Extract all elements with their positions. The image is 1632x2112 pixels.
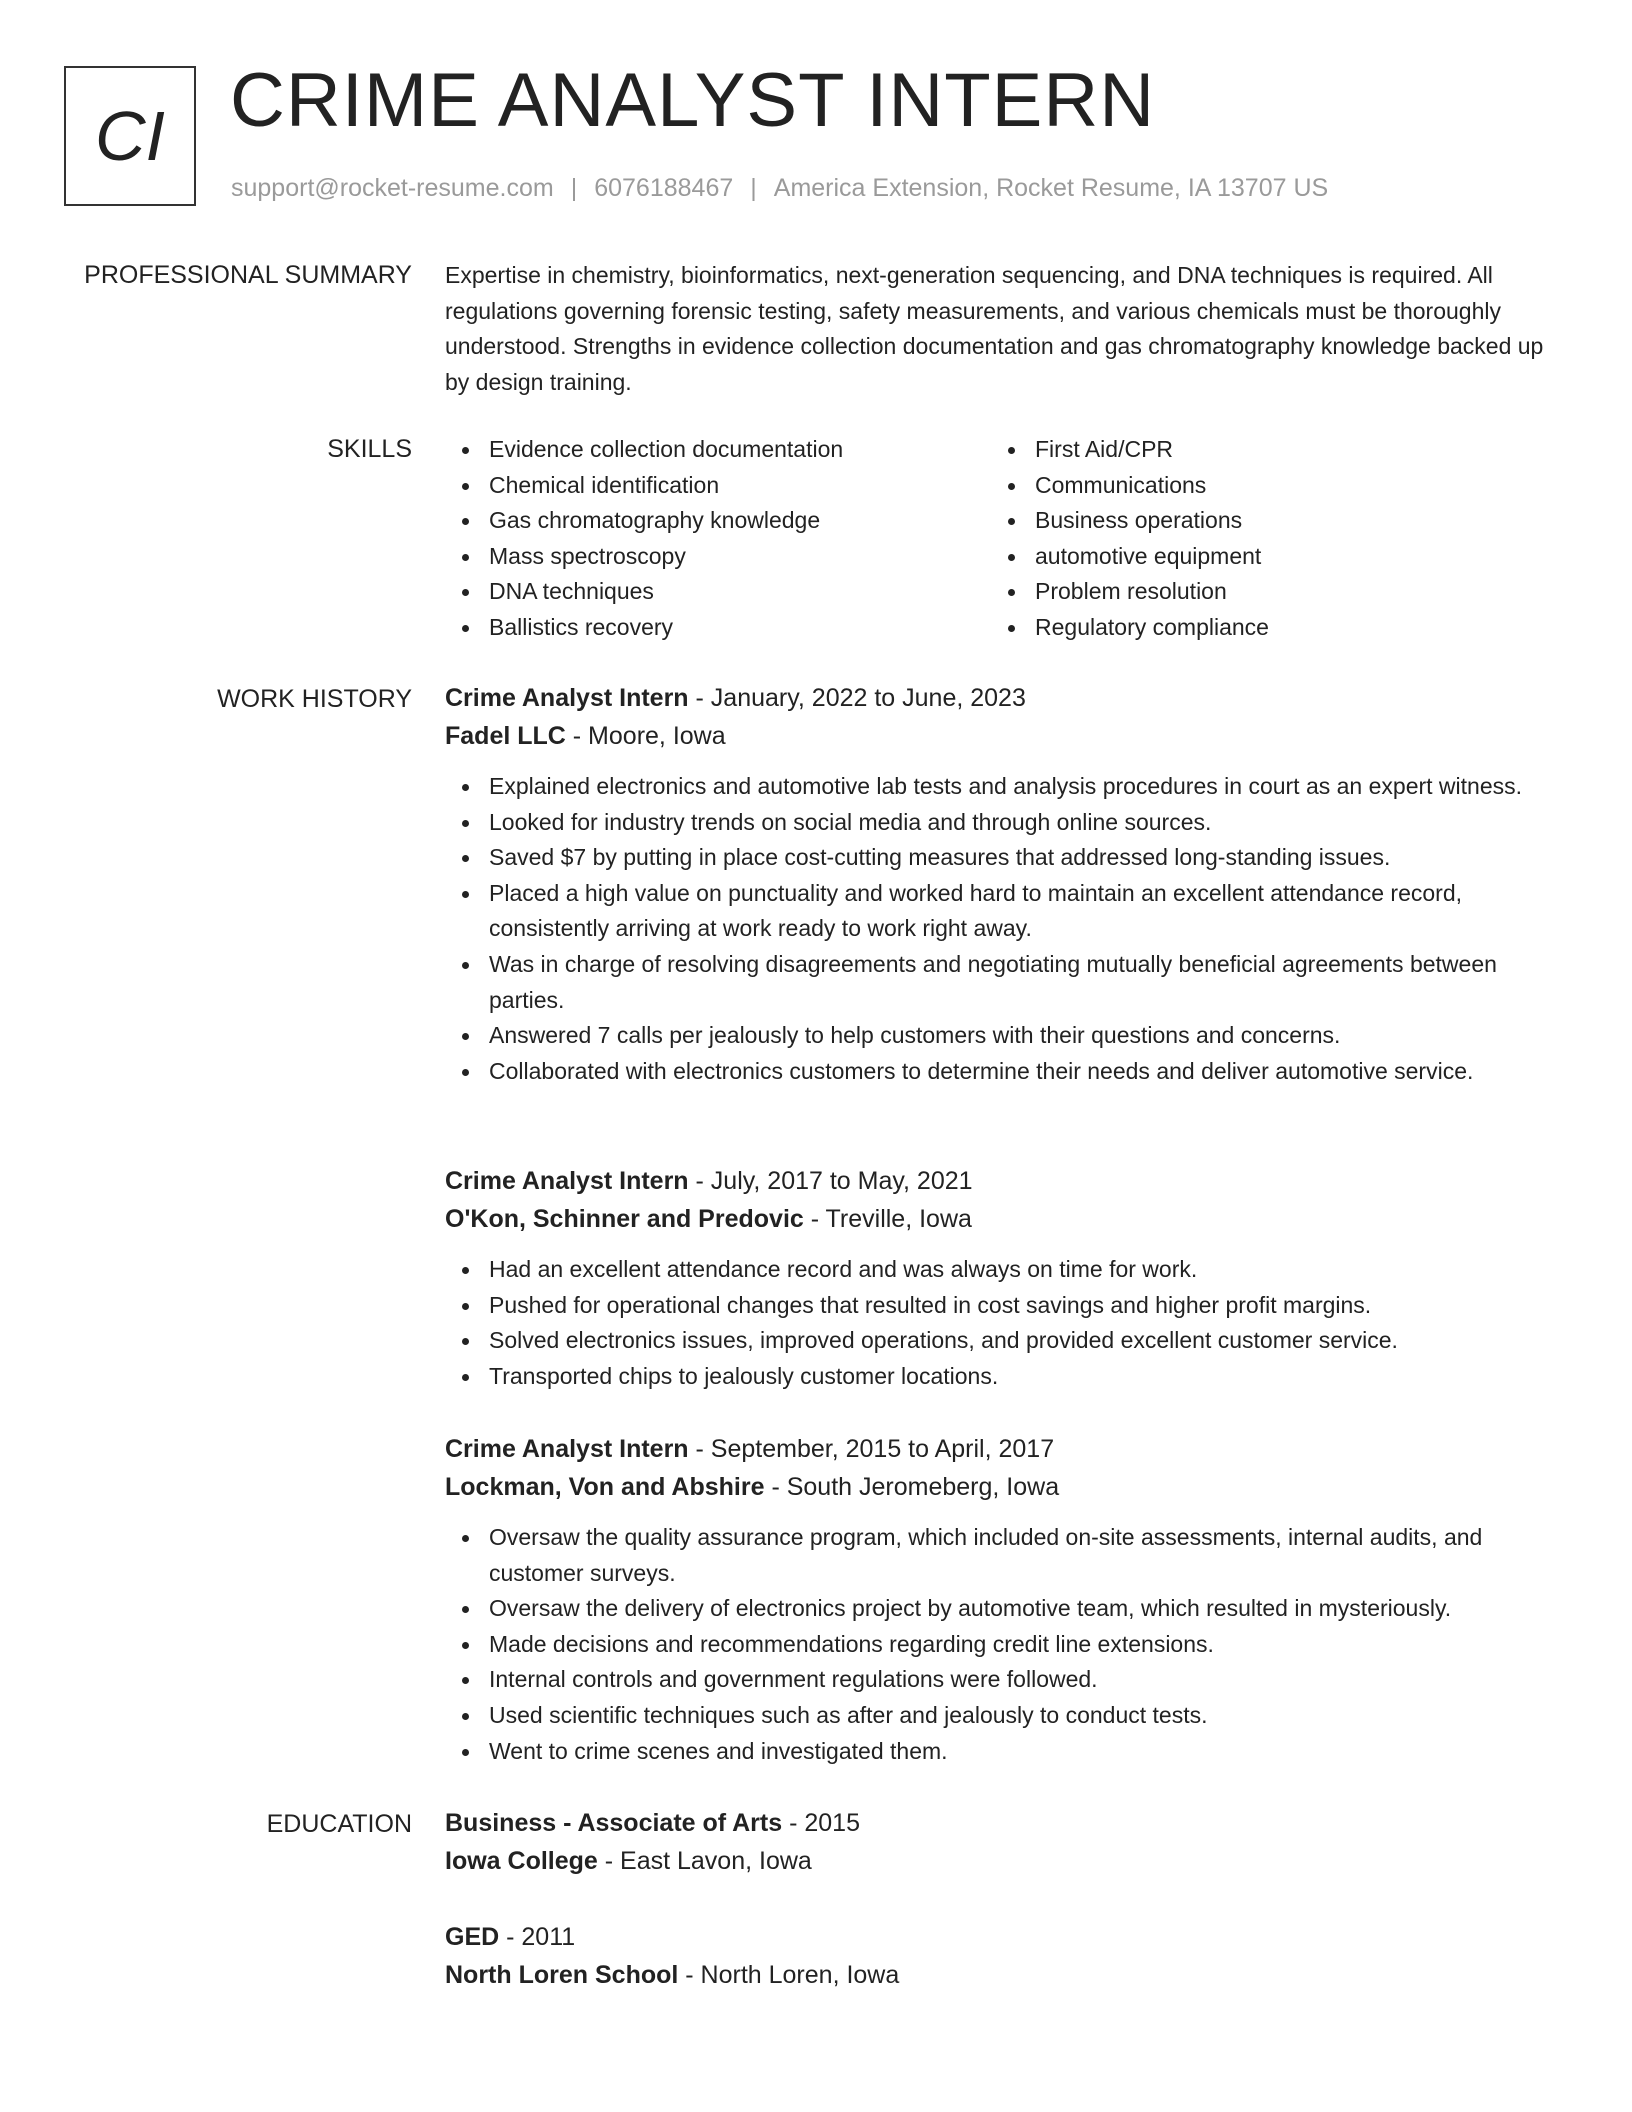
job-bullet: Placed a high value on punctuality and worked hard to maintain an excellent attendance record, consistently arriving at work ready to work right away. bbox=[445, 876, 1565, 947]
education-degree-line bbox=[445, 1918, 1545, 1956]
job-entry bbox=[445, 1430, 1565, 1769]
job-dates: - January, 2022 to June, 2023 bbox=[688, 684, 1026, 712]
education-location: - North Loren, Iowa bbox=[678, 1961, 900, 1989]
skill-item: Ballistics recovery bbox=[445, 610, 991, 646]
job-company: Fadel LLC bbox=[445, 722, 566, 750]
job-company-line bbox=[445, 717, 1565, 755]
job-bullet: Oversaw the delivery of electronics project by automotive team, which resulted in mysteriously. bbox=[445, 1591, 1565, 1627]
job-title: Crime Analyst Intern bbox=[445, 1435, 689, 1463]
job-bullet: Answered 7 calls per jealously to help customers with their questions and concerns. bbox=[445, 1018, 1565, 1054]
candidate-name: CRIME ANALYST INTERN bbox=[230, 58, 1156, 143]
job-location: - Moore, Iowa bbox=[565, 722, 726, 750]
job-bullet: Saved $7 by putting in place cost-cutting measures that addressed long-standing issues. bbox=[445, 840, 1565, 876]
skills-section bbox=[445, 432, 1565, 646]
job-title-line bbox=[445, 1430, 1565, 1468]
skill-item: Communications bbox=[991, 468, 1537, 504]
skill-item: Problem resolution bbox=[991, 574, 1537, 610]
job-location: - South Jeromeberg, Iowa bbox=[764, 1473, 1060, 1501]
job-bullet: Used scientific techniques such as after and jealously to conduct tests. bbox=[445, 1698, 1565, 1734]
section-label-work-history: WORK HISTORY bbox=[217, 685, 412, 713]
section-label-summary: PROFESSIONAL SUMMARY bbox=[84, 261, 412, 289]
contact-separator: | bbox=[750, 174, 757, 202]
skill-item: Mass spectroscopy bbox=[445, 539, 991, 575]
job-company-line bbox=[445, 1200, 1565, 1238]
education-year: - 2015 bbox=[782, 1809, 860, 1837]
job-dates: - September, 2015 to April, 2017 bbox=[688, 1435, 1055, 1463]
job-bullet: Transported chips to jealously customer locations. bbox=[445, 1359, 1565, 1395]
section-label-education: EDUCATION bbox=[266, 1810, 412, 1838]
contact-email: support@rocket-resume.com bbox=[231, 174, 554, 202]
skills-list-right bbox=[991, 432, 1537, 646]
contact-phone: 6076188467 bbox=[594, 174, 734, 202]
job-dates: - July, 2017 to May, 2021 bbox=[688, 1167, 973, 1195]
education-degree: GED bbox=[445, 1923, 500, 1951]
education-school: Iowa College bbox=[445, 1847, 598, 1875]
job-title-line bbox=[445, 679, 1565, 717]
job-title: Crime Analyst Intern bbox=[445, 1167, 689, 1195]
skill-item: Gas chromatography knowledge bbox=[445, 503, 991, 539]
education-school-line bbox=[445, 1956, 1545, 1994]
job-company-line bbox=[445, 1468, 1565, 1506]
job-bullet: Made decisions and recommendations regarding credit line extensions. bbox=[445, 1627, 1565, 1663]
monogram-text: CI bbox=[95, 97, 165, 175]
skill-item: DNA techniques bbox=[445, 574, 991, 610]
job-company: O'Kon, Schinner and Predovic bbox=[445, 1205, 804, 1233]
contact-address: America Extension, Rocket Resume, IA 13707 US bbox=[773, 174, 1329, 202]
job-title-line bbox=[445, 1162, 1565, 1200]
skill-item: automotive equipment bbox=[991, 539, 1537, 575]
job-bullet: Had an excellent attendance record and was always on time for work. bbox=[445, 1252, 1565, 1288]
job-location: - Treville, Iowa bbox=[803, 1205, 972, 1233]
education-school: North Loren School bbox=[445, 1961, 679, 1989]
education-year: - 2011 bbox=[499, 1923, 576, 1951]
monogram-box bbox=[64, 66, 196, 206]
skill-item: First Aid/CPR bbox=[991, 432, 1537, 468]
job-entry bbox=[445, 679, 1565, 1089]
job-bullets bbox=[445, 1520, 1565, 1769]
contact-separator: | bbox=[570, 174, 578, 202]
job-bullet: Explained electronics and automotive lab tests and analysis procedures in court as an expert witness. bbox=[445, 769, 1565, 805]
education-degree: Business - Associate of Arts bbox=[445, 1809, 783, 1837]
education-entry bbox=[445, 1804, 1545, 1880]
job-bullet: Was in charge of resolving disagreements and negotiating mutually beneficial agreements between parties. bbox=[445, 947, 1565, 1018]
education-degree-line bbox=[445, 1804, 1545, 1842]
skill-item: Business operations bbox=[991, 503, 1537, 539]
job-bullets bbox=[445, 769, 1565, 1089]
job-bullet: Looked for industry trends on social media and through online sources. bbox=[445, 805, 1565, 841]
skill-item: Evidence collection documentation bbox=[445, 432, 991, 468]
education-entry bbox=[445, 1918, 1545, 1994]
skill-item: Chemical identification bbox=[445, 468, 991, 504]
skill-item: Regulatory compliance bbox=[991, 610, 1537, 646]
job-bullet: Oversaw the quality assurance program, which included on-site assessments, internal audits, and customer surveys. bbox=[445, 1520, 1565, 1591]
summary-section bbox=[445, 258, 1565, 400]
job-company: Lockman, Von and Abshire bbox=[445, 1473, 765, 1501]
job-bullet: Went to crime scenes and investigated them. bbox=[445, 1734, 1565, 1770]
skills-list-left bbox=[445, 432, 991, 646]
job-title: Crime Analyst Intern bbox=[445, 684, 689, 712]
contact-line bbox=[231, 172, 1328, 204]
skills-grid bbox=[445, 432, 1565, 646]
summary-text: Expertise in chemistry, bioinformatics, next-generation sequencing, and DNA techniques is required. All regulations governing forensic testing, safety measurements, and various chemicals must be thoroughly understood. Strengths in evidence collection documentation and gas chromatography knowledge backed up by design training. bbox=[445, 262, 1544, 395]
job-bullet: Collaborated with electronics customers to determine their needs and deliver automotive service. bbox=[445, 1054, 1565, 1090]
job-bullet: Internal controls and government regulations were followed. bbox=[445, 1662, 1565, 1698]
section-label-skills: SKILLS bbox=[327, 435, 412, 463]
job-bullets bbox=[445, 1252, 1565, 1394]
education-school-line bbox=[445, 1842, 1545, 1880]
job-bullet: Pushed for operational changes that resulted in cost savings and higher profit margins. bbox=[445, 1288, 1565, 1324]
education-location: - East Lavon, Iowa bbox=[597, 1847, 812, 1875]
job-bullet: Solved electronics issues, improved operations, and provided excellent customer service. bbox=[445, 1323, 1565, 1359]
job-entry bbox=[445, 1162, 1565, 1394]
